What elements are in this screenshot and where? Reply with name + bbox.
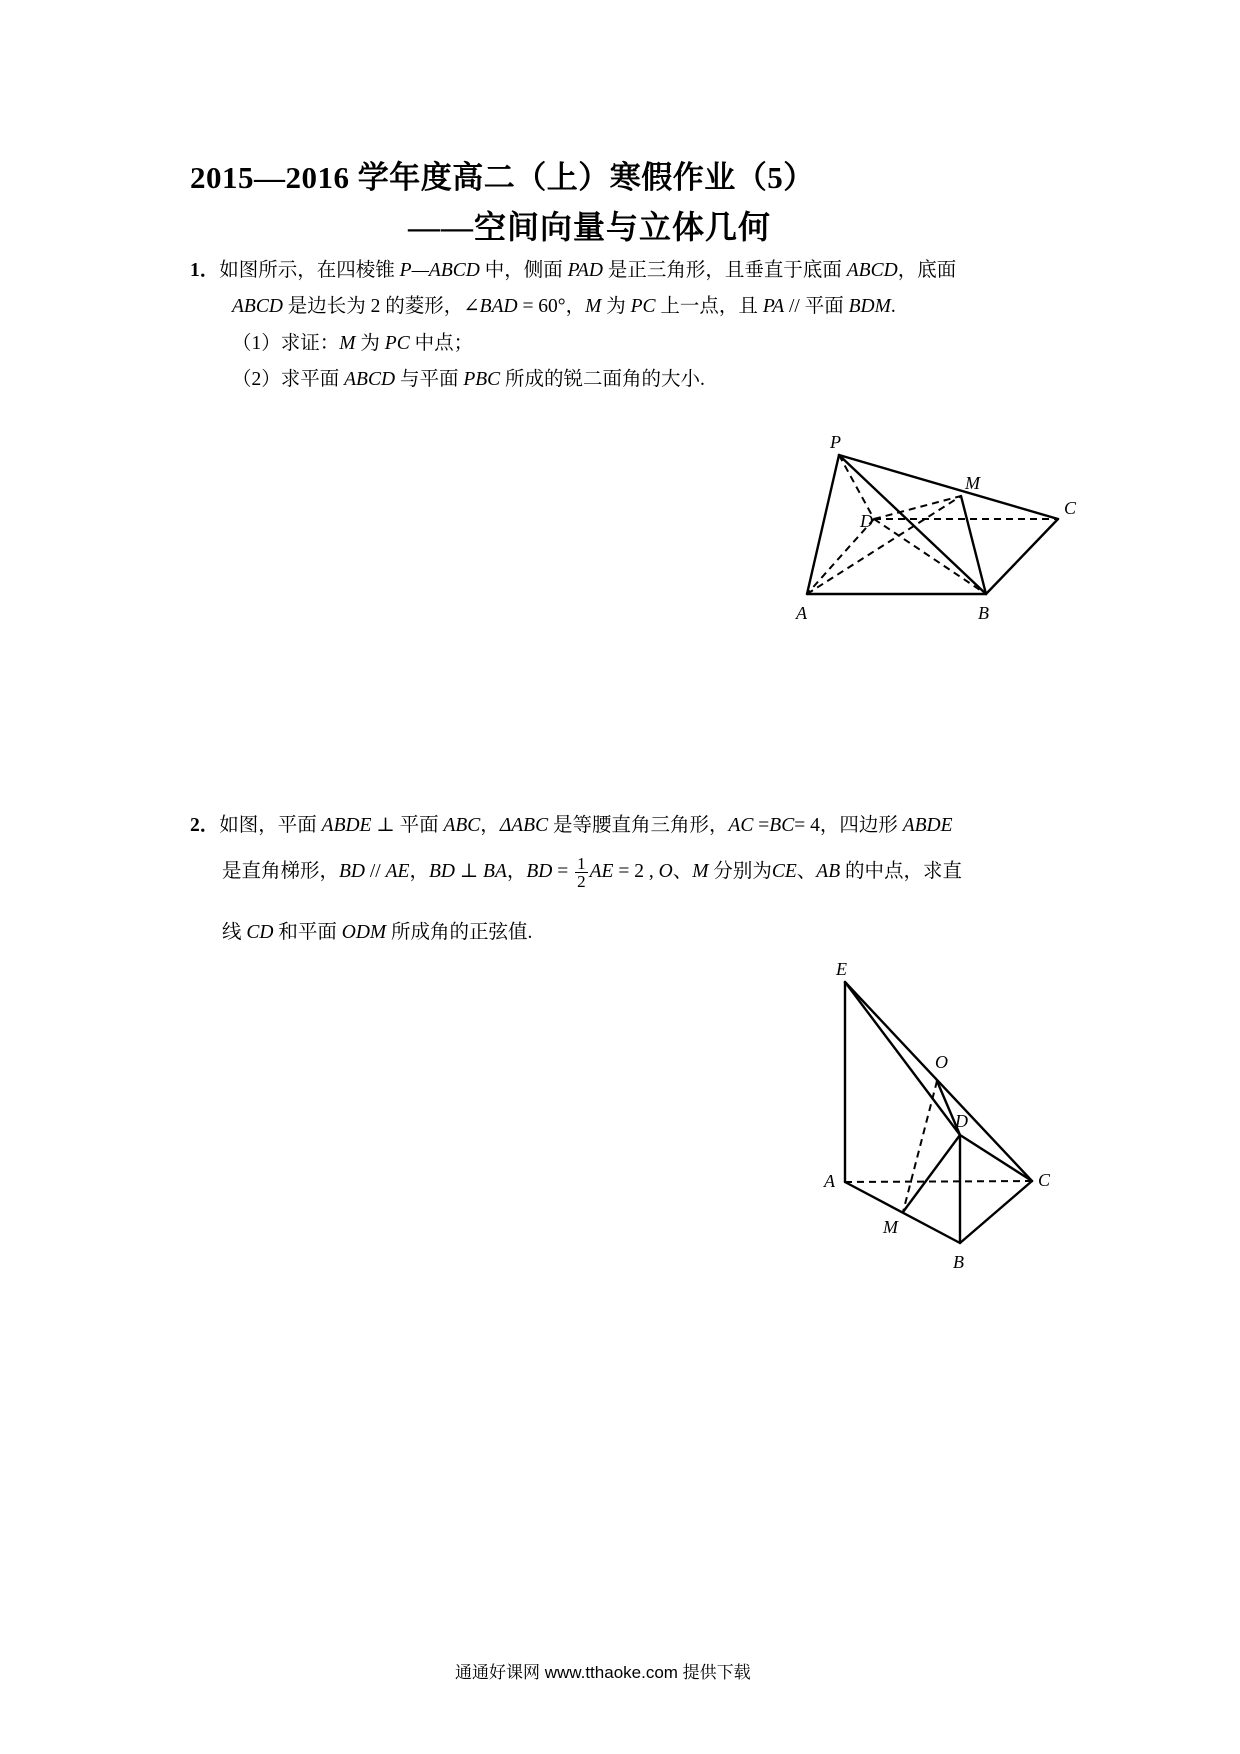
q2-text: // <box>365 861 386 882</box>
q1-text: 中，侧面 <box>479 260 568 281</box>
fraction <box>575 855 588 890</box>
q1-text: 为 <box>355 333 385 354</box>
q2-text: 、 <box>672 861 693 882</box>
q2-text: = <box>753 815 770 836</box>
label-D: D <box>860 511 873 531</box>
edge-PA <box>807 455 839 594</box>
label-E: E <box>836 959 847 979</box>
q1-part2 <box>232 367 705 393</box>
label-P: P <box>830 432 841 452</box>
page-footer: 通通好课网 www.tthaoke.com 提供下载 <box>455 1663 751 1682</box>
q2-text: 分别为 <box>708 861 772 882</box>
q1-math: M <box>585 296 602 317</box>
q2-math: ABDE <box>902 815 953 836</box>
q2-math: CD <box>246 922 274 943</box>
q2-text: 线 <box>222 922 247 943</box>
q2-math: ODM <box>341 922 387 943</box>
q1-part1 <box>232 331 473 357</box>
q1-math: PC <box>630 296 656 317</box>
label-C: C <box>1064 498 1077 518</box>
page-subtitle: ——空间向量与立体几何 <box>408 209 772 245</box>
q1-math: P—ABCD <box>399 260 480 281</box>
q2-line3 <box>222 920 532 946</box>
q1-text: （1）求证： <box>232 333 340 354</box>
q2-math: O <box>658 861 673 882</box>
edge-OM-hidden <box>903 1081 937 1212</box>
q1-math: PC <box>384 333 410 354</box>
q1-math: PA <box>762 296 785 317</box>
frac-denominator: 2 <box>577 872 586 892</box>
q2-math: BD <box>428 861 455 882</box>
q2-math: CE <box>771 861 797 882</box>
q1-text: 所成的锐二面角的大小. <box>500 369 705 390</box>
q1-math: PAD <box>567 260 603 281</box>
label-B: B <box>978 603 989 623</box>
q1-line2 <box>232 294 896 320</box>
q1-math: PBC <box>463 369 501 390</box>
edge-BC <box>960 1181 1032 1243</box>
q2-math: AE <box>589 861 614 882</box>
q1-text: = 60°， <box>517 296 586 317</box>
q2-text: 的中点，求直 <box>840 861 962 882</box>
q2-math: ΔABC <box>499 815 549 836</box>
q2-text: 如图，平面 <box>219 815 322 836</box>
q2-text: 和平面 <box>273 922 342 943</box>
q1-math: M <box>339 333 356 354</box>
q1-text: （2）求平面 <box>232 369 345 390</box>
q2-math: BD <box>339 861 366 882</box>
q2-text: 所成角的正弦值. <box>386 922 533 943</box>
q2-text: = 4，四边形 <box>794 815 903 836</box>
label-M: M <box>965 473 980 493</box>
q2-text: ⊥ <box>454 861 484 882</box>
q1-number: 1． <box>190 260 220 281</box>
frac-numerator: 1 <box>577 854 586 874</box>
q2-math: ABDE <box>321 815 372 836</box>
q1-text: // 平面 <box>784 296 849 317</box>
q2-math: AB <box>816 861 841 882</box>
q1-math: ABCD <box>232 296 283 317</box>
q2-text: = <box>552 861 574 882</box>
q1-text: 是边长为 2 的菱形， <box>282 296 464 317</box>
q1-text: 上一点，且 <box>655 296 763 317</box>
q2-math: BC <box>769 815 795 836</box>
q2-text: ， <box>480 815 500 836</box>
q2-math: AE <box>385 861 410 882</box>
label-D: D <box>955 1111 968 1131</box>
q2-math: ABC <box>443 815 481 836</box>
q2-math: M <box>692 861 709 882</box>
q1-pyramid-figure <box>780 430 1100 630</box>
q2-text: 是等腰直角三角形， <box>548 815 729 836</box>
edge-BC <box>986 519 1058 594</box>
q2-line1 <box>190 813 953 839</box>
page-title: 2015—2016 学年度高二（上）寒假作业（5） <box>190 160 815 195</box>
q1-text: 是正三角形，且垂直于底面 <box>603 260 847 281</box>
edge-AM-hidden <box>807 496 961 594</box>
edge-AC-hidden <box>845 1181 1032 1182</box>
label-O: O <box>935 1052 948 1072</box>
q2-text: = 2 , <box>613 861 659 882</box>
q1-line1 <box>190 258 956 284</box>
q1-math: BDM <box>848 296 891 317</box>
q1-text: ，底面 <box>897 260 957 281</box>
label-A: A <box>824 1171 835 1191</box>
q1-math: ∠BAD <box>463 296 518 317</box>
q2-math: BD <box>526 861 553 882</box>
q2-text: ⊥ 平面 <box>371 815 444 836</box>
q2-math: BA <box>483 861 507 882</box>
q2-text: ， <box>409 861 429 882</box>
label-B: B <box>953 1252 964 1272</box>
label-C: C <box>1038 1170 1051 1190</box>
q2-math: AC <box>728 815 754 836</box>
q1-text: 与平面 <box>395 369 464 390</box>
q1-text: . <box>890 296 896 317</box>
label-M: M <box>883 1217 898 1237</box>
edge-DM <box>903 1135 960 1212</box>
label-A: A <box>796 603 807 623</box>
q2-solid-figure <box>810 955 1070 1285</box>
q1-text: 中点； <box>409 333 474 354</box>
q2-number: 2． <box>190 815 220 836</box>
q2-text: 、 <box>796 861 817 882</box>
q1-text: 为 <box>601 296 631 317</box>
q1-text: 如图所示，在四棱锥 <box>219 260 400 281</box>
q1-math: ABCD <box>344 369 396 390</box>
q2-text: 是直角梯形， <box>222 861 340 882</box>
q2-text: ， <box>506 861 527 882</box>
q1-math: ABCD <box>846 260 898 281</box>
q2-line2 <box>222 852 962 892</box>
